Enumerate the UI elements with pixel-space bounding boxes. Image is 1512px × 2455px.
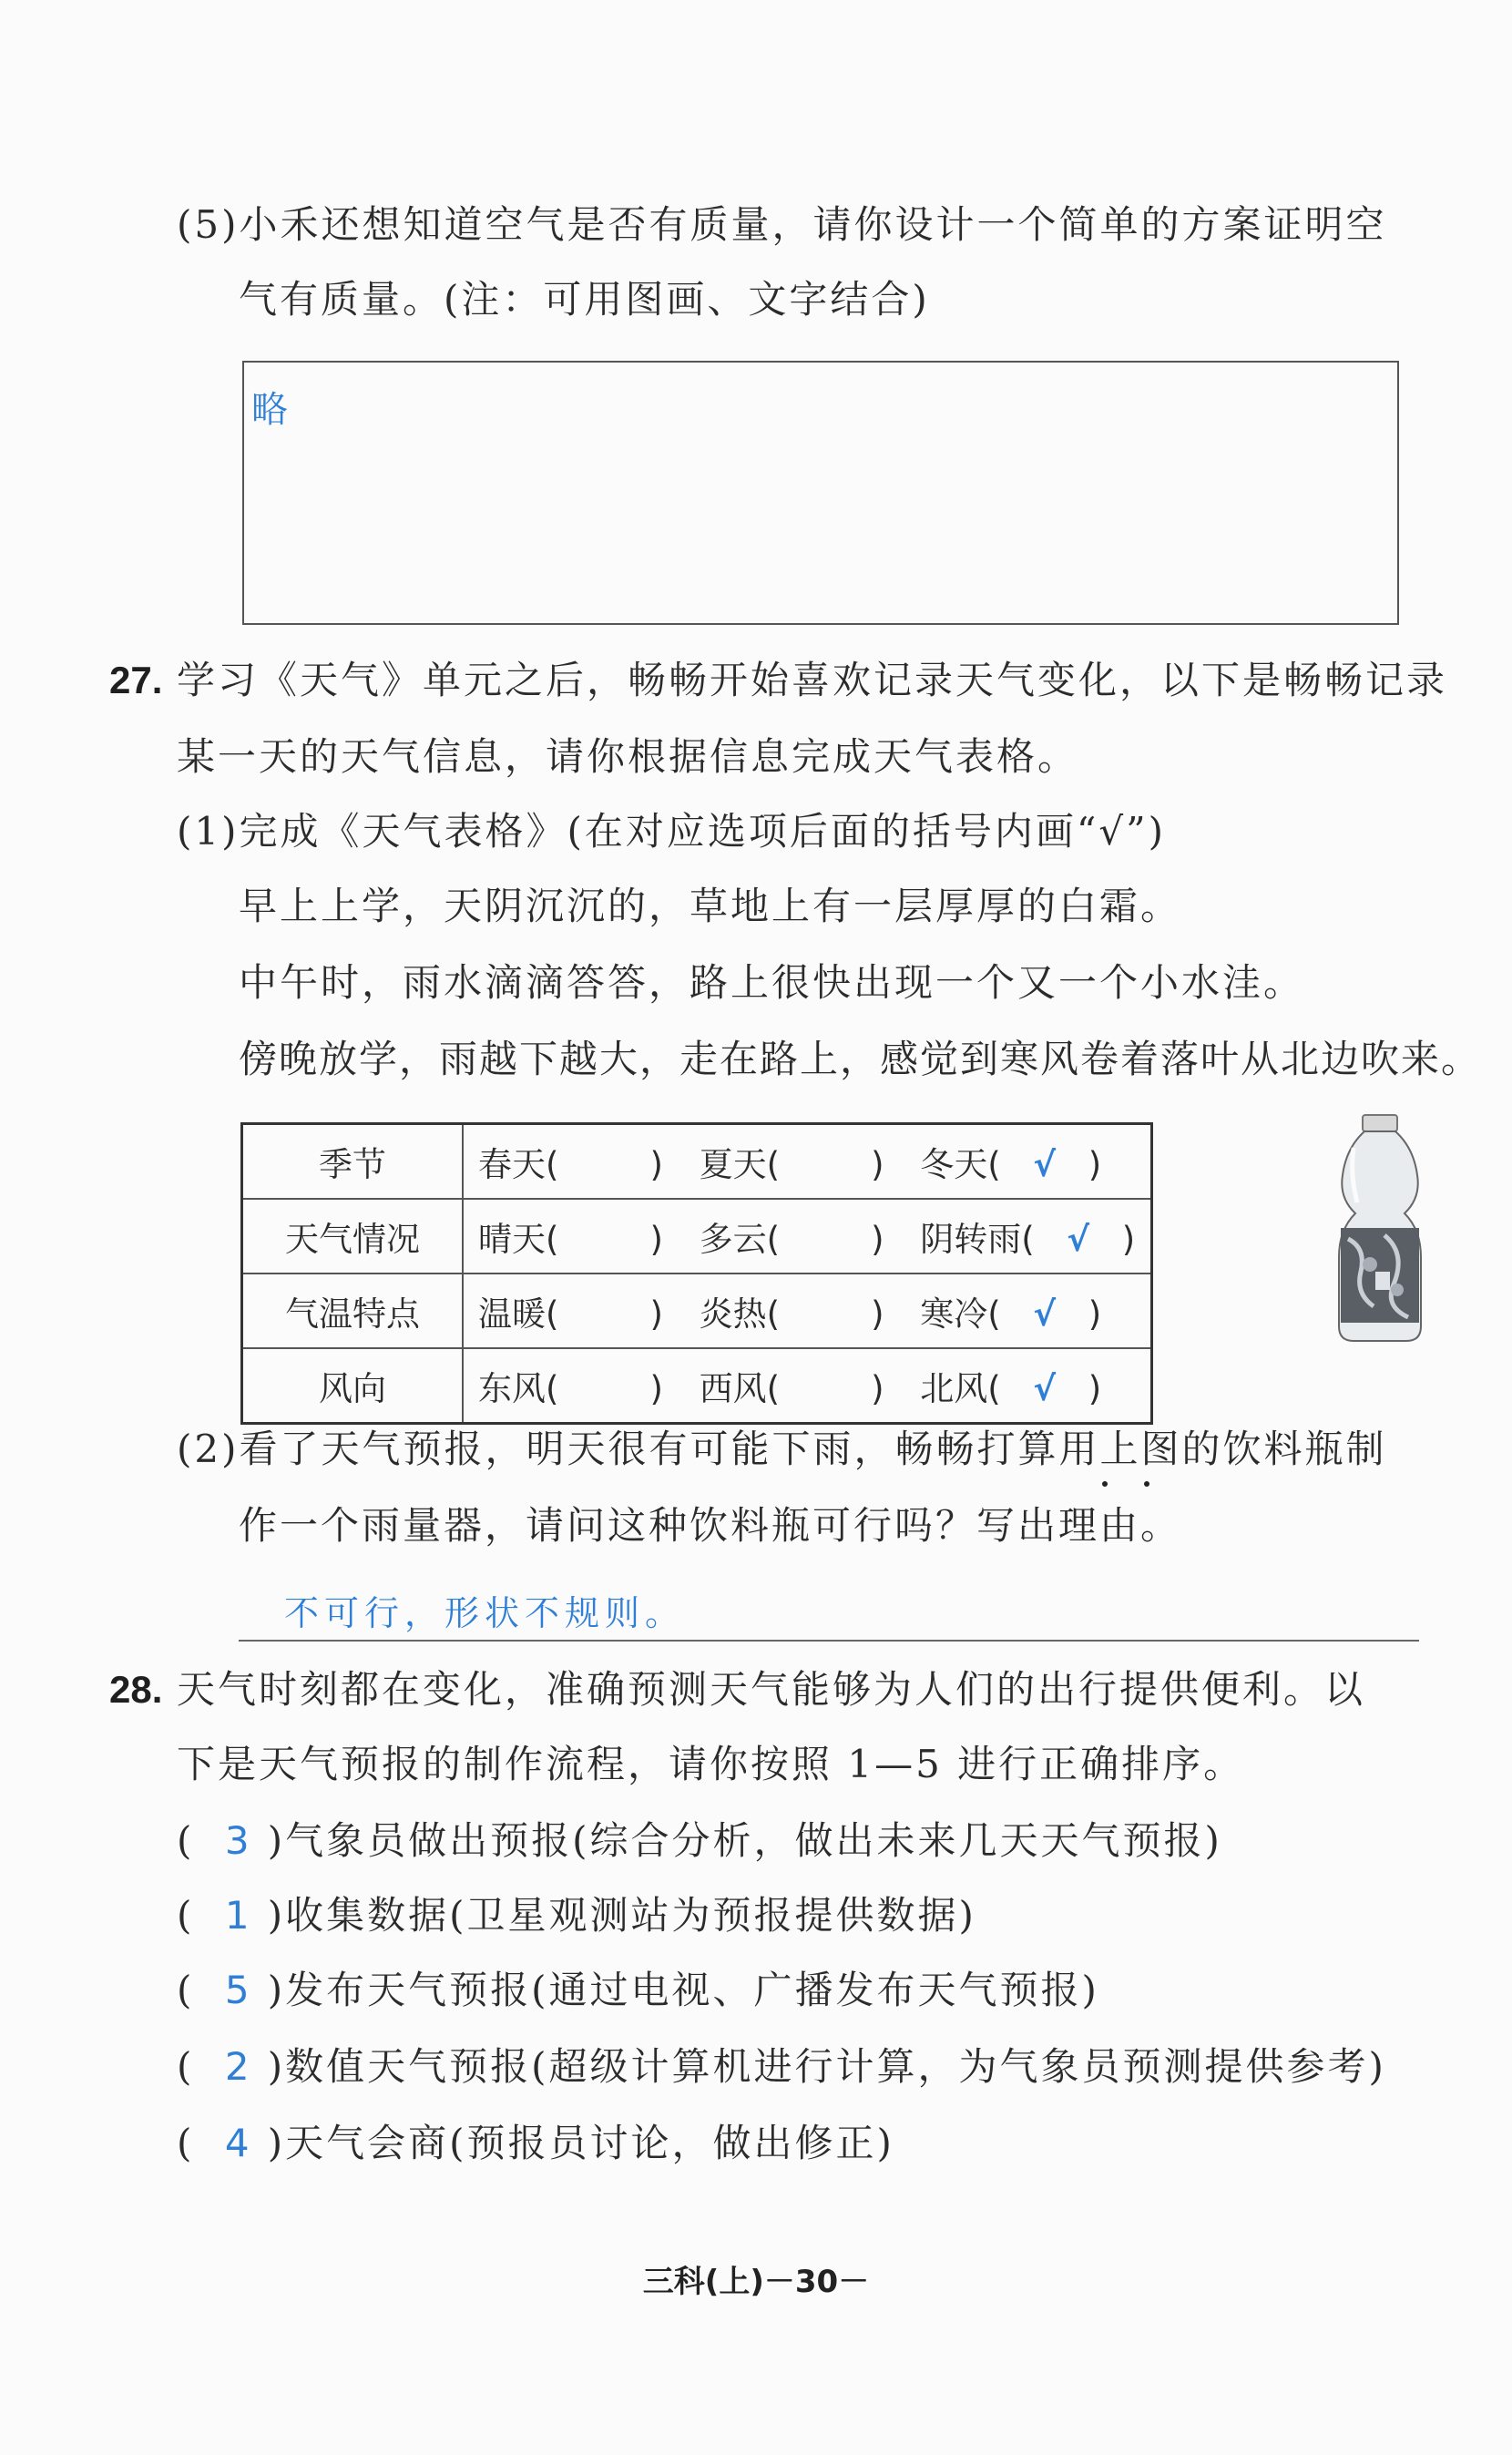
step-item: ( 3 )气象员做出预报(综合分析，做出未来几天天气预报) bbox=[177, 1818, 1222, 1863]
row-label: 季节 bbox=[242, 1124, 464, 1200]
option-text: 温暖 bbox=[478, 1294, 546, 1334]
step-text: )收集数据(卫星观测站为预报提供数据) bbox=[267, 1893, 976, 1938]
q26-part5-line2: 气有质量。(注：可用图画、文字结合) bbox=[239, 277, 930, 322]
q27-number: 27. bbox=[109, 659, 163, 701]
q27-info-line: 傍晚放学，雨越下越大，走在路上，感觉到寒风卷着落叶从北边吹来。 bbox=[239, 1037, 1482, 1081]
answer-box bbox=[242, 361, 1399, 625]
row-label: 气温特点 bbox=[242, 1274, 464, 1348]
step-text: )天气会商(预报员讨论，做出修正) bbox=[267, 2121, 894, 2165]
row-options: 晴天( ) 多云( ) 阴转雨( √ ) bbox=[463, 1199, 1152, 1274]
option-text: 多云 bbox=[699, 1220, 767, 1259]
table-row bbox=[242, 1274, 1152, 1348]
table-row bbox=[242, 1124, 1152, 1200]
emphasis-dot bbox=[1144, 1481, 1149, 1487]
option-text: 夏天 bbox=[699, 1145, 767, 1184]
step-text: )气象员做出预报(综合分析，做出未来几天天气预报) bbox=[267, 1818, 1222, 1863]
q27-part2-line2: 作一个雨量器，请问这种饮料瓶可行吗？写出理由。 bbox=[239, 1503, 1182, 1548]
check-mark[interactable]: √ bbox=[1033, 1145, 1057, 1184]
option-text: 西风 bbox=[699, 1369, 767, 1408]
row-options: 东风( ) 西风( ) 北风( √ ) bbox=[463, 1348, 1152, 1424]
q28-line2: 下是天气预报的制作流程，请你按照 1—5 进行正确排序。 bbox=[177, 1742, 1245, 1786]
option-text: 北风 bbox=[920, 1369, 988, 1408]
q28-number: 28. bbox=[109, 1668, 163, 1711]
step-answer[interactable]: 2 bbox=[224, 2044, 252, 2089]
option-text: 炎热 bbox=[699, 1294, 767, 1334]
row-label: 天气情况 bbox=[242, 1199, 464, 1274]
handwritten-answer: 不可行，形状不规则。 bbox=[284, 1593, 686, 1633]
step-item: ( 1 )收集数据(卫星观测站为预报提供数据) bbox=[177, 1893, 976, 1938]
emphasis-dot bbox=[1102, 1481, 1108, 1487]
step-text: )发布天气预报(通过电视、广播发布天气预报) bbox=[267, 1968, 1099, 2012]
q27-part2-line1: (2)看了天气预报，明天很有可能下雨，畅畅打算用上图的饮料瓶制 bbox=[177, 1427, 1387, 1471]
handwritten-answer: 略 bbox=[251, 389, 288, 431]
step-answer[interactable]: 3 bbox=[224, 1818, 252, 1863]
option-text: 阴转雨 bbox=[920, 1220, 1022, 1259]
q27-line2: 某一天的天气信息，请你根据信息完成天气表格。 bbox=[177, 734, 1079, 779]
step-text: )数值天气预报(超级计算机进行计算，为气象员预测提供参考) bbox=[267, 2044, 1386, 2089]
table-row bbox=[242, 1348, 1152, 1424]
q28-line1: 天气时刻都在变化，准确预测天气能够为人们的出行提供便利。以 bbox=[177, 1667, 1366, 1712]
q26-part5-line1: (5)小禾还想知道空气是否有质量，请你设计一个简单的方案证明空 bbox=[177, 202, 1387, 247]
step-item: ( 5 )发布天气预报(通过电视、广播发布天气预报) bbox=[177, 1968, 1099, 2012]
step-item: ( 4 )天气会商(预报员讨论，做出修正) bbox=[177, 2121, 894, 2165]
step-answer[interactable]: 1 bbox=[224, 1893, 252, 1938]
table-row bbox=[242, 1199, 1152, 1274]
beverage-bottle-icon bbox=[1330, 1111, 1430, 1348]
row-options: 春天( ) 夏天( ) 冬天( √ ) bbox=[463, 1124, 1152, 1200]
step-item: ( 2 )数值天气预报(超级计算机进行计算，为气象员预测提供参考) bbox=[177, 2044, 1386, 2089]
option-text: 冬天 bbox=[920, 1145, 988, 1184]
option-text: 春天 bbox=[478, 1145, 546, 1184]
check-mark[interactable]: √ bbox=[1033, 1294, 1057, 1334]
option-text: 东风 bbox=[478, 1369, 546, 1408]
row-label: 风向 bbox=[242, 1348, 464, 1424]
answer-line bbox=[239, 1640, 1419, 1642]
step-answer[interactable]: 5 bbox=[224, 1968, 252, 2012]
q27-line1: 学习《天气》单元之后，畅畅开始喜欢记录天气变化，以下是畅畅记录 bbox=[177, 658, 1448, 702]
row-options: 温暖( ) 炎热( ) 寒冷( √ ) bbox=[463, 1274, 1152, 1348]
page-footer: 三科(上)－30－ bbox=[642, 2264, 870, 2300]
q27-info-line: 中午时，雨水滴滴答答，路上很快出现一个又一个小水洼。 bbox=[239, 960, 1305, 1005]
check-mark[interactable]: √ bbox=[1067, 1220, 1090, 1259]
q27-info-line: 早上上学，天阴沉沉的，草地上有一层厚厚的白霜。 bbox=[239, 884, 1182, 928]
weather-table bbox=[240, 1122, 1153, 1425]
step-answer[interactable]: 4 bbox=[224, 2121, 252, 2165]
option-text: 晴天 bbox=[478, 1220, 546, 1259]
check-mark[interactable]: √ bbox=[1033, 1369, 1057, 1408]
q27-part1-title: (1)完成《天气表格》(在对应选项后面的括号内画“√”) bbox=[177, 809, 1166, 854]
option-text: 寒冷 bbox=[920, 1294, 988, 1334]
